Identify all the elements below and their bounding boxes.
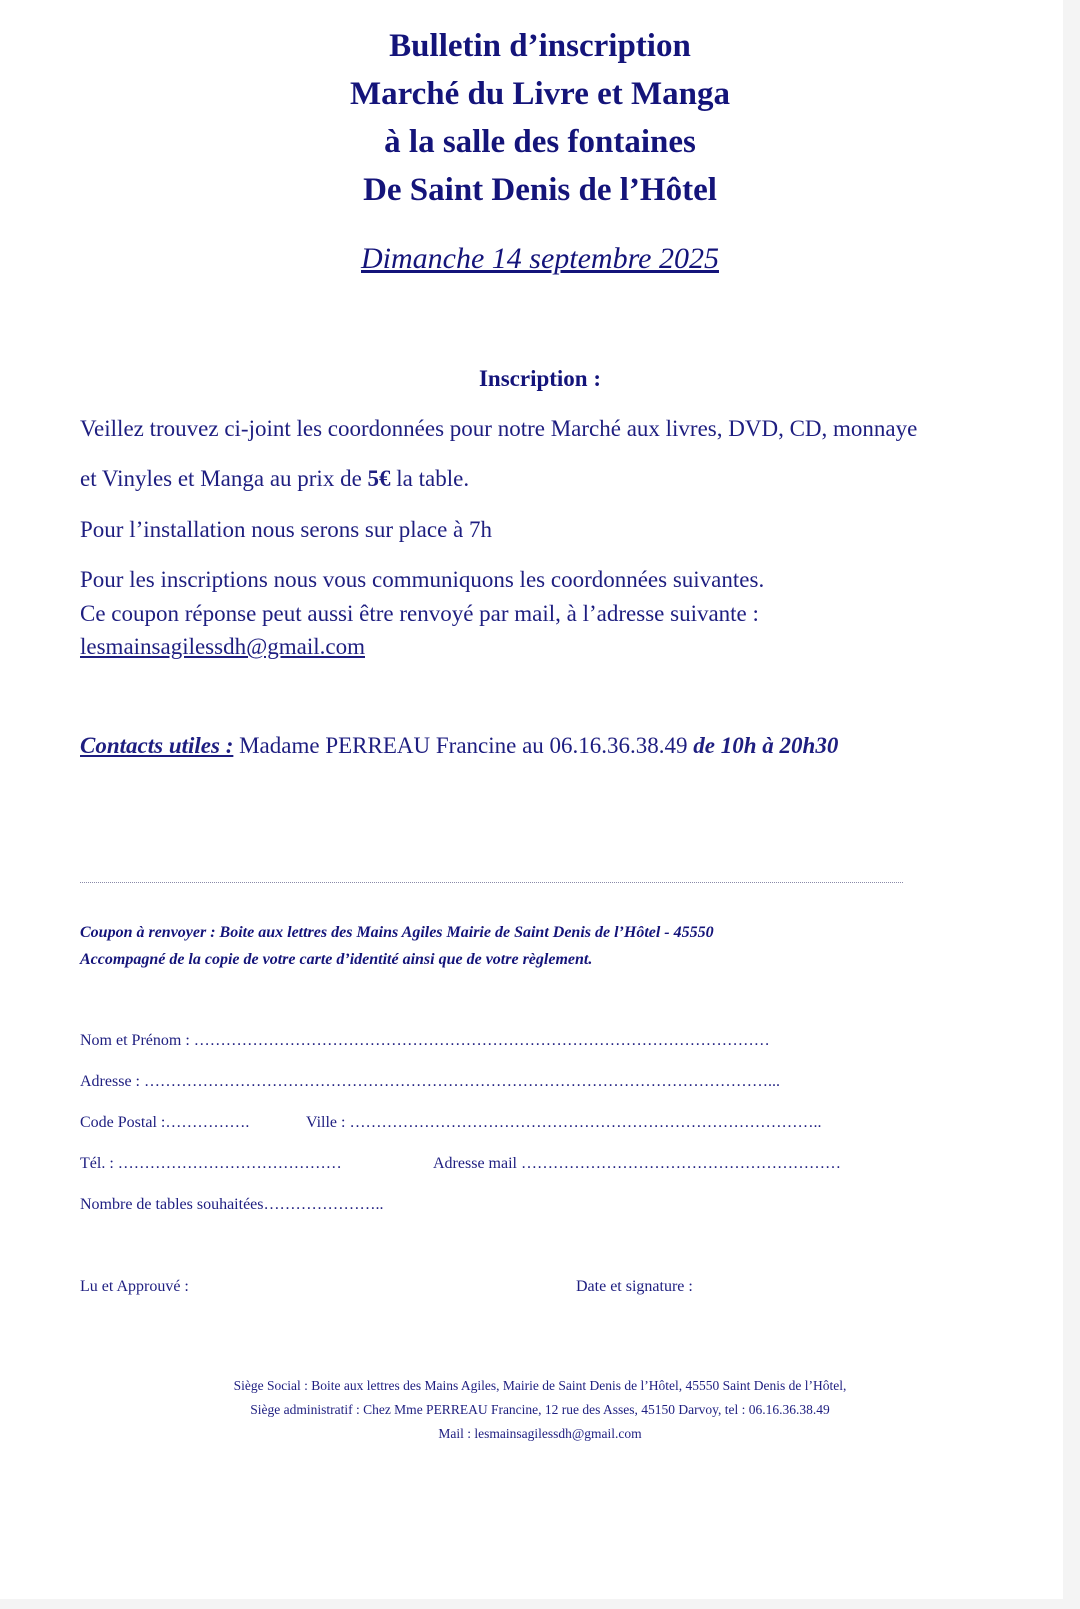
contact-email-link[interactable]: lesmainsagilessdh@gmail.com [80,634,365,659]
form-tel-field: Tél. : …………………………………… [80,1155,342,1172]
cut-line-divider [80,882,903,883]
inscription-line-3: Pour l’installation nous serons sur place à 7h [80,517,493,542]
inscription-line-1: Veillez trouvez ci-joint les coordonnées pour notre Marché aux livres, DVD, CD, monnaye [80,416,918,441]
title-line-4: De Saint Denis de l’Hôtel [363,172,717,208]
form-nom-field: Nom et Prénom : ……………………………………………………………………………………………… [80,1032,770,1049]
contacts-text: Madame PERREAU Francine au 06.16.36.38.49 [233,733,694,758]
coupon-line-1: Coupon à renvoyer : Boite aux lettres des Mains Agiles Mairie de Saint Denis de l’Hôtel - 45550 [80,924,714,941]
footer-siege-administratif: Siège administratif : Chez Mme PERREAU Francine, 12 rue des Asses, 45150 Darvoy, tel : 06.16.36.38.49 [250,1402,830,1417]
table-price: 5€ [367,466,391,491]
form-ville-field: Ville : …………………………………………………………………………….. [306,1114,822,1131]
inscription-line-2 [80,466,469,492]
inscription-line-2-before: et Vinyles et Manga au prix de [80,466,368,491]
inscription-line-2-after: la table. [390,466,470,491]
footer-mail: Mail : lesmainsagilessdh@gmail.com [438,1426,642,1441]
form-tables-field: Nombre de tables souhaitées………………….. [80,1196,384,1213]
inscription-line-5: Ce coupon réponse peut aussi être renvoyé par mail, à l’adresse suivante : [80,601,759,626]
form-adresse-field: Adresse : ………………………………………………………………………………………………………... [80,1073,780,1090]
form-code-postal-field: Code Postal :……………. [80,1114,250,1131]
event-date: Dimanche 14 septembre 2025 [361,242,719,275]
contacts-label: Contacts utiles : [80,733,234,758]
title-line-2: Marché du Livre et Manga [349,76,731,112]
footer-siege-social: Siège Social : Boite aux lettres des Mains Agiles, Mairie de Saint Denis de l’Hôtel, 45550 Saint Denis de l’Hôtel, [233,1378,847,1393]
contacts-hours: de 10h à 20h30 [693,733,839,758]
form-adresse-mail-field: Adresse mail …………………………………………………… [433,1155,841,1172]
title-line-1: Bulletin d’inscription [389,28,691,64]
form-lu-approuve: Lu et Approuvé : [80,1278,189,1295]
title-line-3: à la salle des fontaines [384,124,696,160]
contacts-line [80,733,838,759]
inscription-line-4: Pour les inscriptions nous vous communiquons les coordonnées suivantes. [80,567,765,592]
form-date-signature: Date et signature : [576,1278,693,1295]
inscription-heading: Inscription : [478,366,602,391]
coupon-line-2: Accompagné de la copie de votre carte d’identité ainsi que de votre règlement. [80,951,593,968]
